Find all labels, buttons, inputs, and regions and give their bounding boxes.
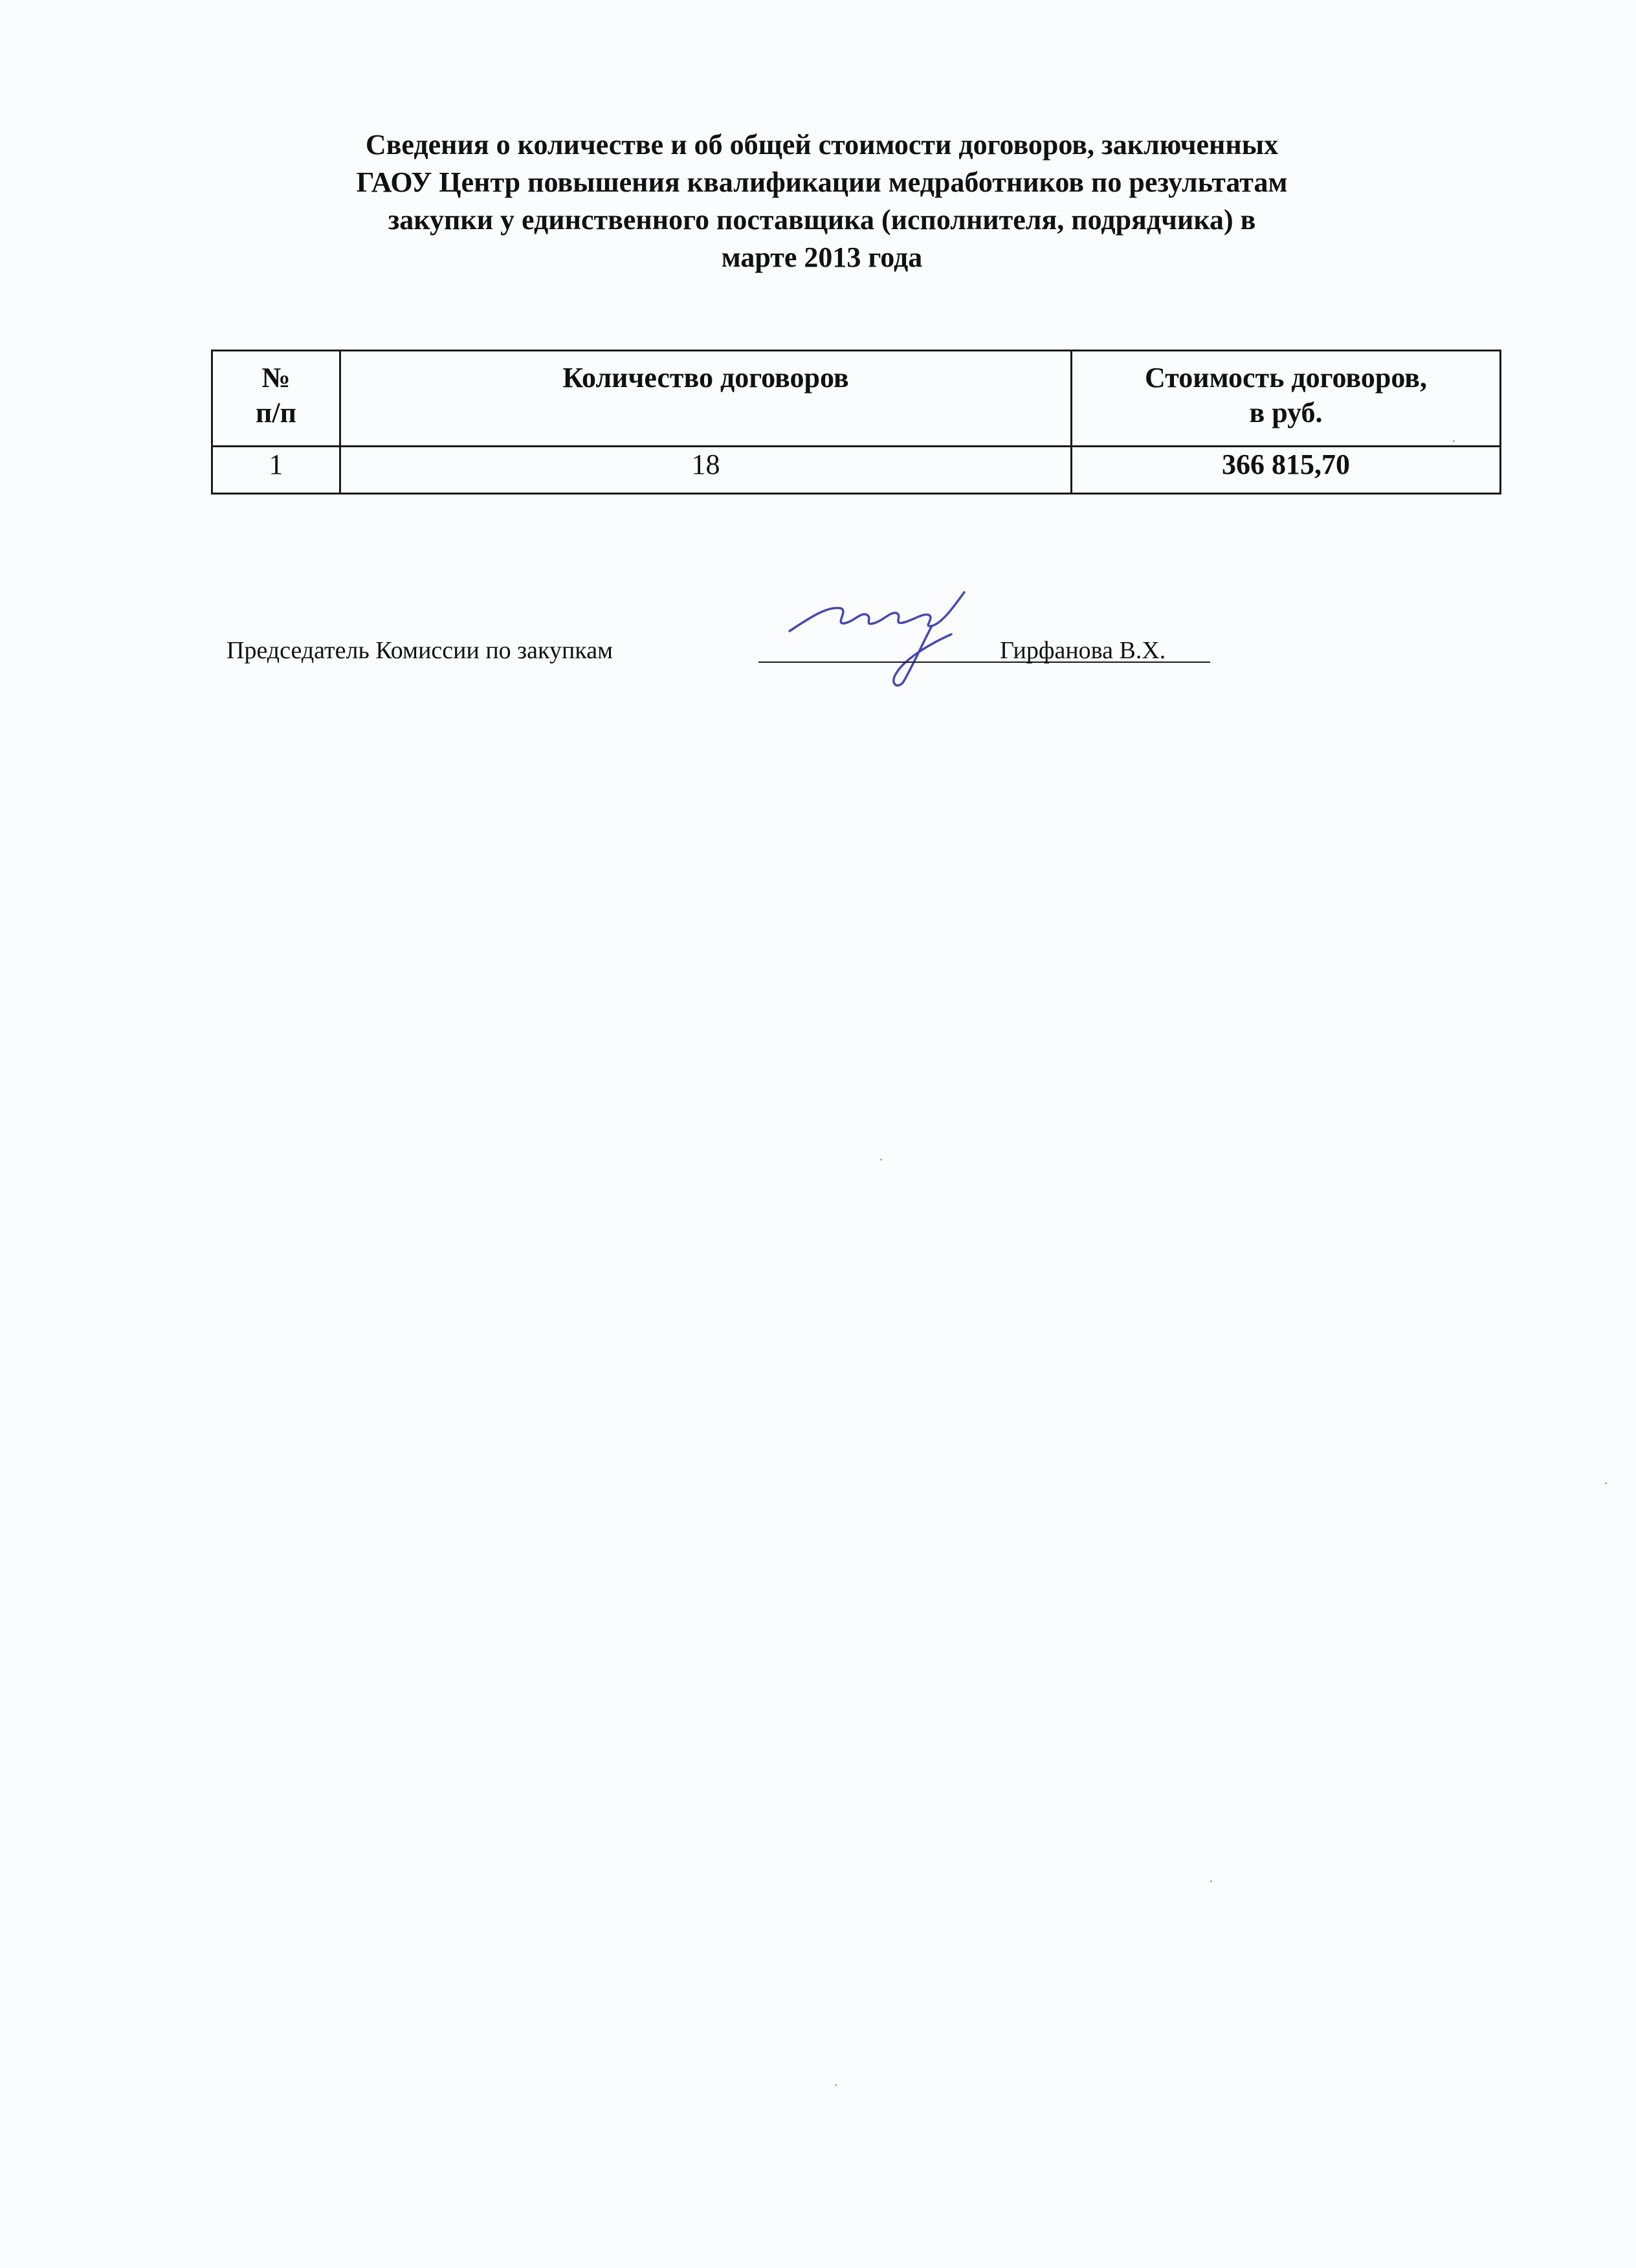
header-cost-line-2: в руб.: [1249, 397, 1323, 428]
header-cost: [1072, 351, 1501, 447]
title-line-2: ГАОУ Центр повышения квалификации медработников по результатам: [356, 166, 1288, 198]
signatory-position: Председатель Комиссии по закупкам: [227, 637, 614, 664]
title-line-4: марте 2013 года: [721, 241, 923, 273]
scan-speck: [880, 1159, 882, 1161]
header-number-abbr: п/п: [256, 397, 296, 428]
cell-number: 1: [212, 447, 340, 494]
scan-speck: [1605, 1482, 1607, 1484]
scan-speck: [1453, 440, 1455, 442]
header-number: [212, 351, 340, 447]
title-line-1: Сведения о количестве и об общей стоимости договоров, заключенных: [365, 129, 1279, 161]
contracts-table: [211, 350, 1501, 495]
header-count: [340, 351, 1072, 447]
signature-block: [227, 634, 1327, 686]
header-count-label: Количество договоров: [562, 362, 849, 394]
document-title: [194, 126, 1450, 276]
scan-speck: [835, 2084, 837, 2086]
title-line-3: закупки у единственного поставщика (исполнителя, подрядчика) в: [388, 204, 1256, 236]
header-cost-line-1: Стоимость договоров,: [1144, 362, 1428, 394]
table-row: [212, 447, 1501, 494]
cell-cost: 366 815,70: [1072, 447, 1501, 494]
scan-speck: [1210, 1880, 1212, 1882]
header-number-symbol: №: [261, 362, 291, 394]
table-header-row: [212, 351, 1501, 447]
signatory-name: Гирфанова В.Х.: [1000, 637, 1166, 664]
cell-count: 18: [340, 447, 1072, 494]
